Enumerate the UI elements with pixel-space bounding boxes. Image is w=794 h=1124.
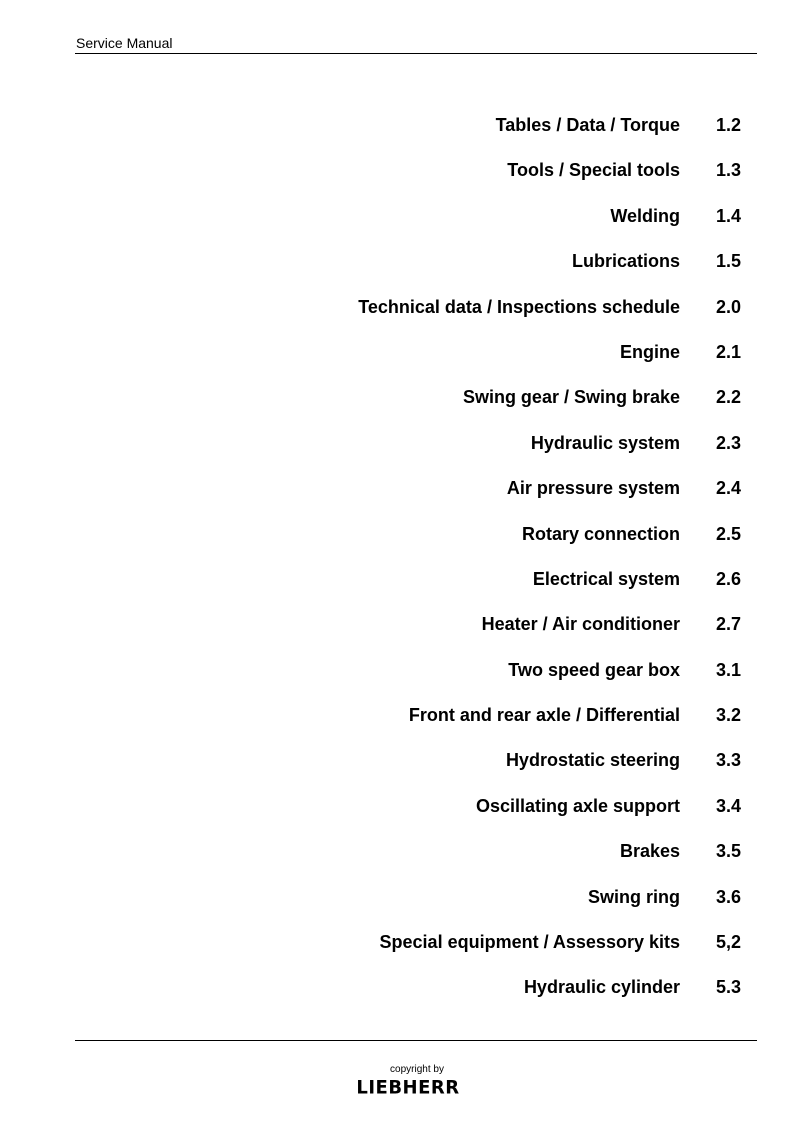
toc-entry-title: Swing ring (588, 886, 680, 907)
toc-entry[interactable] (0, 476, 794, 521)
toc-entry-number: 1.4 (716, 205, 742, 226)
toc-entry-number: 1.5 (716, 251, 742, 272)
toc-entry-title: Special equipment / Assessory kits (379, 932, 680, 953)
page-header-title: Service Manual (76, 35, 173, 51)
toc-entry-number: 3.5 (716, 841, 742, 862)
toc-entry-title: Hydraulic system (530, 432, 680, 453)
toc-entry-title: Two speed gear box (508, 659, 680, 680)
toc-entry-title: Rotary connection (521, 523, 680, 544)
toc-entry-title: Engine (619, 341, 680, 362)
toc-entry-title: Hydrostatic steering (505, 750, 680, 771)
toc-entry-title: Lubrications (571, 251, 680, 272)
footer (0, 1064, 794, 1098)
toc-entry[interactable] (0, 703, 794, 748)
toc-entry-title: Electrical system (532, 568, 680, 589)
toc-entry[interactable] (0, 658, 794, 703)
toc-entry[interactable] (0, 249, 794, 294)
toc-entry[interactable] (0, 567, 794, 612)
toc-entry-title: Front and rear axle / Differential (408, 705, 680, 726)
toc-entry[interactable] (0, 522, 794, 567)
toc-entry[interactable] (0, 158, 794, 203)
table-of-contents (0, 113, 794, 1021)
toc-entry-number: 3.3 (716, 750, 742, 771)
header-divider (75, 53, 757, 54)
toc-entry[interactable] (0, 794, 794, 839)
copyright-text: copyright by (390, 1064, 444, 1075)
toc-entry-number: 1.2 (716, 115, 742, 135)
toc-entry-number: 3.2 (716, 705, 742, 726)
toc-entry-number: 3.6 (716, 886, 742, 907)
toc-entry-title: Hydraulic cylinder (523, 977, 680, 998)
toc-entry[interactable] (0, 431, 794, 476)
toc-entry-title: Brakes (619, 841, 680, 862)
toc-entry-title: Technical data / Inspections schedule (358, 296, 680, 317)
toc-entry-number: 2.6 (716, 568, 742, 589)
toc-entry-number: 2.4 (716, 478, 742, 499)
toc-entry-number: 2.3 (716, 432, 742, 453)
toc-entry-title: Oscillating axle support (475, 795, 680, 816)
toc-entry-title: Welding (610, 205, 680, 226)
toc-entry-number: 2.0 (716, 296, 742, 317)
toc-entry-title: Air pressure system (506, 478, 680, 499)
toc-entry[interactable] (0, 839, 794, 884)
toc-entry-number: 3.4 (716, 795, 742, 816)
toc-entry-number: 5.3 (716, 977, 742, 998)
toc-entry-number: 5,2 (716, 932, 742, 953)
toc-entry-title: Tools / Special tools (507, 160, 680, 181)
toc-entry[interactable] (0, 340, 794, 385)
toc-entry[interactable] (0, 612, 794, 657)
liebherr-logo: LIEBHERR (356, 1076, 460, 1099)
toc-entry-title: Tables / Data / Torque (495, 115, 680, 135)
toc-entry[interactable] (0, 385, 794, 430)
toc-entry[interactable] (0, 885, 794, 930)
footer-divider (75, 1040, 757, 1041)
toc-entry-title: Heater / Air conditioner (481, 614, 680, 635)
toc-entry-number: 2.7 (716, 614, 742, 635)
toc-entry-number: 3.1 (716, 659, 742, 680)
toc-entry-number: 2.2 (716, 387, 742, 408)
toc-entry[interactable] (0, 295, 794, 340)
toc-entry-number: 2.5 (716, 523, 742, 544)
toc-entry[interactable] (0, 204, 794, 249)
toc-entry[interactable] (0, 748, 794, 793)
toc-entry[interactable] (0, 930, 794, 975)
toc-entry[interactable] (0, 113, 794, 158)
toc-entry-number: 1.3 (716, 160, 742, 181)
toc-entry[interactable] (0, 975, 794, 1020)
toc-entry-number: 2.1 (716, 341, 742, 362)
toc-entry-title: Swing gear / Swing brake (462, 387, 680, 408)
